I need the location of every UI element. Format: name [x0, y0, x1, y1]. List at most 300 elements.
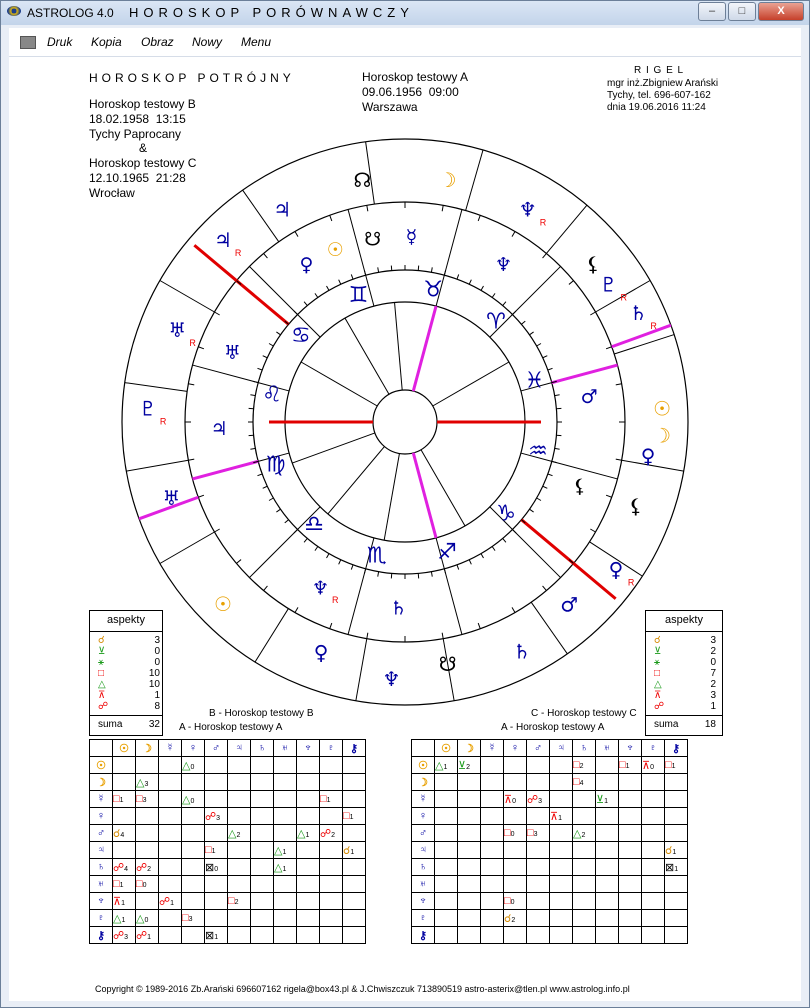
- degree-tick: [339, 280, 341, 285]
- menu-druk[interactable]: Druk: [47, 35, 73, 49]
- degree-tick: [263, 486, 268, 488]
- aspect-cell: [481, 859, 504, 876]
- aspect-cell: [619, 842, 642, 859]
- aspect-cell: [435, 910, 458, 927]
- aspect-cell: [297, 774, 320, 791]
- aspect-cell: [573, 842, 596, 859]
- inner-house-line: [345, 318, 389, 394]
- aspect-cell: □1: [205, 842, 228, 859]
- grid-row-header-icon: ♀: [90, 808, 113, 825]
- sagittarius-icon: ♐: [437, 540, 457, 566]
- neptune-icon: ♆: [382, 667, 401, 692]
- degree-tick: [276, 332, 280, 335]
- aspect-cell: △2: [228, 825, 251, 842]
- degree-tick: [616, 459, 622, 460]
- degree-tick: [503, 538, 506, 542]
- date-label: dnia 19.06.2016 11:24: [607, 102, 706, 113]
- aspect-count: 0: [154, 646, 160, 657]
- aspect-cell: [550, 859, 573, 876]
- printer-icon[interactable]: [20, 36, 36, 49]
- mid-cusp-line: [444, 569, 462, 635]
- menu-bar: [9, 28, 801, 57]
- aspect-symbol-icon: △: [98, 679, 106, 690]
- grid-row: [90, 842, 366, 859]
- grid-row: [90, 825, 366, 842]
- aspect-cell: [113, 842, 136, 859]
- aspect-cell: [159, 825, 182, 842]
- aspect-cell: △0: [182, 757, 205, 774]
- aspect-cell: [458, 910, 481, 927]
- aspect-count: 7: [710, 668, 716, 679]
- aspect-cell: [320, 893, 343, 910]
- aspect-cell: [619, 774, 642, 791]
- aspect-cell: [527, 893, 550, 910]
- aspect-cell: [251, 927, 274, 944]
- outer-cusp-line: [614, 335, 674, 354]
- aspect-count: 3: [710, 635, 716, 646]
- mid-cusp-line: [348, 569, 366, 635]
- degree-tick: [367, 205, 368, 211]
- aspect-cell: [481, 910, 504, 927]
- aspect-cell: [619, 910, 642, 927]
- degree-tick: [236, 560, 241, 564]
- aspect-cell: [205, 791, 228, 808]
- astrolog-app-icon: [7, 6, 21, 16]
- inner-house-line: [328, 447, 385, 514]
- degree-tick: [606, 347, 612, 349]
- aspect-cell: ⊻1: [596, 791, 619, 808]
- aspect-grid-left: [89, 739, 366, 944]
- aspect-cell: [527, 842, 550, 859]
- degree-tick: [276, 509, 280, 512]
- grid-row-header-icon: ♇: [90, 910, 113, 927]
- aspect-cell: [251, 859, 274, 876]
- sum-label: suma: [98, 719, 123, 730]
- aspect-cell: ☍3: [113, 927, 136, 944]
- outer-cusp-line: [466, 150, 483, 211]
- close-button[interactable]: X: [758, 2, 804, 21]
- degree-tick: [214, 312, 219, 315]
- aspect-cell: △1: [435, 757, 458, 774]
- aspect-cell: [182, 774, 205, 791]
- degree-tick: [512, 311, 516, 315]
- aspect-cell: [642, 774, 665, 791]
- degree-tick: [457, 565, 459, 570]
- aspect-cell: [159, 774, 182, 791]
- aspect-cell: [320, 876, 343, 893]
- degree-tick: [543, 486, 548, 488]
- aspect-symbol-icon: ⚹: [654, 657, 660, 668]
- aspect-cell: [619, 876, 642, 893]
- aspect-cell: [573, 859, 596, 876]
- aspect-cell: [205, 893, 228, 910]
- retrograde-mark: R: [234, 247, 242, 258]
- degree-tick: [253, 381, 258, 382]
- aspect-cell: [113, 757, 136, 774]
- aspect-cell: [642, 927, 665, 944]
- phone-label: Tychy, tel. 696-607-162: [607, 90, 711, 101]
- aspect-cell: [435, 859, 458, 876]
- aspect-count: 8: [154, 701, 160, 712]
- aspect-cell: [550, 774, 573, 791]
- aspect-cell: [550, 825, 573, 842]
- aspect-cell: [297, 876, 320, 893]
- grid-row-header-icon: ☽: [412, 774, 435, 791]
- grid-header-icon: ♆: [619, 740, 642, 757]
- aspect-cell: [573, 791, 596, 808]
- degree-tick: [339, 560, 341, 565]
- jupiter-icon: ♃: [273, 197, 292, 222]
- lilith-icon: ⚸: [585, 252, 601, 277]
- aspect-cell: △2: [573, 825, 596, 842]
- retrograde-mark: R: [539, 217, 547, 228]
- aspect-cell: [320, 842, 343, 859]
- aspect-cell: [596, 859, 619, 876]
- aspect-cell: [182, 876, 205, 893]
- aspect-cell: □3: [136, 791, 159, 808]
- aspect-cell: [665, 774, 688, 791]
- degree-tick: [364, 569, 365, 574]
- mid-cusp-line: [249, 529, 297, 577]
- aspect-cell: [343, 825, 366, 842]
- degree-tick: [327, 286, 330, 290]
- saturn-icon: ♄: [629, 301, 648, 326]
- degree-tick: [295, 231, 298, 236]
- aspect-cell: [596, 825, 619, 842]
- chart-b-name: Horoskop testowy B: [89, 97, 196, 111]
- grid-row-header-icon: ♄: [412, 859, 435, 876]
- aquarius-icon: ♒: [528, 438, 548, 464]
- aspect-cell: □3: [182, 910, 205, 927]
- degree-tick: [304, 302, 307, 306]
- degree-tick: [606, 495, 612, 497]
- aspect-cell: [228, 910, 251, 927]
- taurus-icon: ♉: [423, 277, 444, 303]
- menu-menu[interactable]: Menu: [241, 35, 272, 49]
- magenta-axis: [552, 365, 618, 383]
- degree-tick: [492, 547, 495, 551]
- aspect-count: 0: [710, 657, 716, 668]
- aspect-cell: ☍1: [136, 927, 159, 944]
- aspect-cell: [458, 774, 481, 791]
- aspect-cell: [159, 808, 182, 825]
- aspect-cell: △1: [274, 842, 297, 859]
- mid-cusp-line: [249, 266, 297, 314]
- aspect-cell: [136, 757, 159, 774]
- grid-header-icon: ♂: [205, 740, 228, 757]
- aspect-cell: △1: [113, 910, 136, 927]
- grid-row: [90, 774, 366, 791]
- aspect-cell: [274, 893, 297, 910]
- aspect-cell: [297, 927, 320, 944]
- aspect-cell: [527, 876, 550, 893]
- inner-house-line: [301, 362, 377, 406]
- aspect-cell: [182, 859, 205, 876]
- aspect-cell: □3: [527, 825, 550, 842]
- aspect-cell: ⊼0: [504, 791, 527, 808]
- aspect-cell: [527, 859, 550, 876]
- aspect-cell: [136, 842, 159, 859]
- degree-tick: [537, 498, 541, 501]
- aspect-cell: [320, 757, 343, 774]
- minimize-button[interactable]: –: [698, 2, 726, 21]
- main-title: HOROSKOP POTRÓJNY: [89, 71, 295, 85]
- aspect-cell: [228, 876, 251, 893]
- degree-tick: [555, 395, 560, 396]
- degree-tick: [294, 529, 298, 533]
- moon-icon: ☽: [438, 168, 457, 193]
- aspect-cell: [205, 825, 228, 842]
- grid-row-header-icon: ♂: [90, 825, 113, 842]
- maximize-button[interactable]: □: [728, 2, 756, 21]
- aspect-cell: [596, 893, 619, 910]
- aspect-count: 1: [710, 701, 716, 712]
- aspect-cell: [481, 757, 504, 774]
- aspect-cell: [113, 774, 136, 791]
- sun-icon: ☉: [653, 396, 672, 421]
- venus-icon: ♀: [640, 444, 656, 469]
- aspects-box-right: [645, 610, 723, 736]
- chart-a-name: Horoskop testowy A: [362, 70, 469, 84]
- grid-header-icon: ⚷: [665, 740, 688, 757]
- aspect-cell: [205, 757, 228, 774]
- aspect-cell: [159, 876, 182, 893]
- grid-header-icon: ♀: [182, 740, 205, 757]
- aspect-cell: [251, 825, 274, 842]
- aspect-cell: □4: [573, 774, 596, 791]
- grid-row-header-icon: ♅: [412, 876, 435, 893]
- degree-tick: [263, 356, 268, 358]
- aspect-cell: [182, 927, 205, 944]
- degree-tick: [264, 253, 268, 258]
- aspect-cell: [182, 842, 205, 859]
- aspect-cell: [297, 791, 320, 808]
- degree-tick: [214, 529, 219, 532]
- aspect-cell: [159, 842, 182, 859]
- degree-tick: [294, 311, 298, 315]
- aspect-count: 2: [710, 679, 716, 690]
- leo-icon: ♌: [262, 382, 282, 408]
- pluto-icon: ♇: [599, 272, 618, 297]
- grid-row: [412, 842, 688, 859]
- aspect-cell: [435, 927, 458, 944]
- aspect-cell: [527, 757, 550, 774]
- aspect-cell: [458, 927, 481, 944]
- aspect-cell: □1: [343, 808, 366, 825]
- aspect-cell: [596, 774, 619, 791]
- aspect-cell: [550, 842, 573, 859]
- outer-cusp-line: [546, 205, 586, 253]
- grid-header-icon: ⚷: [343, 740, 366, 757]
- degree-tick: [543, 356, 548, 358]
- venus-icon: ♀: [299, 253, 314, 276]
- grid-row-header-icon: ☽: [90, 774, 113, 791]
- grid-header-icon: ♅: [596, 740, 619, 757]
- degree-tick: [264, 586, 268, 591]
- grid-row: [412, 774, 688, 791]
- degree-tick: [327, 554, 330, 558]
- degree-tick: [469, 560, 471, 565]
- aspect-cell: ⊠0: [205, 859, 228, 876]
- menu-kopia[interactable]: Kopia: [91, 35, 122, 49]
- grid-row-header-icon: ☉: [90, 757, 113, 774]
- neptune-icon: ♆: [518, 197, 537, 222]
- grid-row: [90, 859, 366, 876]
- aspect-cell: □0: [504, 893, 527, 910]
- aspect-cell: [665, 893, 688, 910]
- aspect-symbol-icon: ⊼: [98, 690, 106, 701]
- aspect-cell: [665, 927, 688, 944]
- aspect-cell: [642, 893, 665, 910]
- aspect-cell: [504, 808, 527, 825]
- outer-cusp-line: [125, 383, 187, 392]
- aspect-cell: [458, 808, 481, 825]
- mars-icon: ♂: [580, 385, 598, 408]
- outer-cusp-line: [160, 532, 215, 564]
- aspect-cell: [343, 859, 366, 876]
- aspect-cell: [297, 757, 320, 774]
- grid-row-header-icon: ♆: [412, 893, 435, 910]
- grid-header-icon: ☉: [113, 740, 136, 757]
- aspect-cell: [550, 876, 573, 893]
- grid-row: [90, 757, 366, 774]
- mid-cusp-line: [348, 209, 366, 275]
- gemini-icon: ♊: [348, 282, 369, 308]
- aspect-cell: [136, 825, 159, 842]
- aspect-cell: ☍2: [320, 825, 343, 842]
- pluto-icon: ♇: [138, 396, 157, 421]
- grid-row: [90, 876, 366, 893]
- grid-row: [412, 791, 688, 808]
- aspect-cell: [596, 808, 619, 825]
- aspect-cell: [619, 927, 642, 944]
- grid-row: [90, 910, 366, 927]
- pisces-icon: ♓: [524, 368, 545, 394]
- aspect-grid-right: [411, 739, 688, 944]
- mid-cusp-line: [512, 529, 560, 577]
- degree-tick: [330, 215, 332, 221]
- grid-header-icon: ♄: [573, 740, 596, 757]
- aspect-cell: [343, 910, 366, 927]
- grid-row-header-icon: ☉: [412, 757, 435, 774]
- degree-tick: [364, 270, 365, 275]
- aspect-cell: [665, 825, 688, 842]
- degree-tick: [351, 274, 353, 279]
- node-icon: ☊: [353, 168, 372, 193]
- aspect-cell: [550, 893, 573, 910]
- aspect-cell: [136, 893, 159, 910]
- aspect-cell: ⊠1: [665, 859, 688, 876]
- aspect-cell: [320, 808, 343, 825]
- aspect-cell: [550, 910, 573, 927]
- degree-tick: [304, 538, 307, 542]
- chart-c-place: Wrocław: [89, 186, 135, 200]
- aspect-cell: [504, 842, 527, 859]
- cancer-icon: ♋: [290, 323, 311, 349]
- jupiter-icon: ♃: [213, 227, 232, 252]
- inner-house-line: [433, 362, 509, 406]
- aspect-cell: [297, 808, 320, 825]
- window-title: HOROSKOP PORÓWNAWCZY: [129, 5, 414, 20]
- aspect-symbol-icon: ⊻: [654, 646, 662, 657]
- aspect-cell: [182, 825, 205, 842]
- menu-nowy[interactable]: Nowy: [192, 35, 223, 49]
- degree-tick: [444, 569, 445, 574]
- mid-cusp-line: [512, 266, 560, 314]
- south-node-icon: ☋: [438, 651, 457, 676]
- aspect-cell: [527, 910, 550, 927]
- aspect-cell: [481, 808, 504, 825]
- degree-tick: [378, 572, 379, 577]
- title-bar: [1, 1, 809, 25]
- aspect-cell: [458, 825, 481, 842]
- aspect-cell: [481, 842, 504, 859]
- degree-tick: [257, 368, 262, 370]
- aspect-cell: [343, 927, 366, 944]
- degree-tick: [250, 448, 255, 449]
- chart-c-name: Horoskop testowy C: [89, 156, 197, 170]
- aspect-cell: [504, 876, 527, 893]
- aspect-cell: ☌4: [113, 825, 136, 842]
- aspect-cell: [665, 791, 688, 808]
- aspect-cell: [228, 791, 251, 808]
- aspect-cell: △1: [297, 825, 320, 842]
- grid-header-icon: ☿: [159, 740, 182, 757]
- aspect-cell: [251, 808, 274, 825]
- degree-tick: [198, 495, 204, 497]
- aspect-cell: [665, 808, 688, 825]
- menu-obraz[interactable]: Obraz: [141, 35, 174, 49]
- aspect-cell: [435, 774, 458, 791]
- grid-row: [90, 927, 366, 944]
- aspect-cell: [159, 757, 182, 774]
- aspect-cell: [251, 791, 274, 808]
- degree-tick: [198, 347, 204, 349]
- aspect-cell: [573, 876, 596, 893]
- aspect-cell: [665, 910, 688, 927]
- degree-tick: [543, 586, 547, 591]
- aspect-count: 1: [154, 690, 160, 701]
- aspect-cell: [205, 774, 228, 791]
- aspect-cell: [274, 757, 297, 774]
- grid-header-icon: ☉: [435, 740, 458, 757]
- aspect-cell: ☌2: [504, 910, 527, 927]
- degree-tick: [257, 474, 262, 476]
- aspect-cell: ☍1: [159, 893, 182, 910]
- retrograde-mark: R: [159, 416, 167, 427]
- aspect-cell: [596, 876, 619, 893]
- aspect-cell: [320, 910, 343, 927]
- wheel-ring-0: [122, 139, 688, 705]
- magenta-axis: [413, 453, 436, 538]
- aspect-cell: [343, 893, 366, 910]
- aspect-cell: [481, 825, 504, 842]
- aspect-cell: [573, 910, 596, 927]
- grid-header-icon: ☽: [136, 740, 159, 757]
- degree-tick: [431, 572, 432, 577]
- aspect-cell: ☌1: [665, 842, 688, 859]
- aspect-cell: [527, 808, 550, 825]
- grid-row-header-icon: ☿: [90, 791, 113, 808]
- magenta-axis: [413, 306, 436, 391]
- chart-a-place: Warszawa: [362, 100, 418, 114]
- wheel-ring-4: [373, 390, 437, 454]
- aspect-cell: [435, 893, 458, 910]
- sum-label: suma: [654, 719, 679, 730]
- grid-row: [412, 927, 688, 944]
- aspects-title: aspekty: [665, 614, 703, 626]
- aspect-cell: □0: [136, 876, 159, 893]
